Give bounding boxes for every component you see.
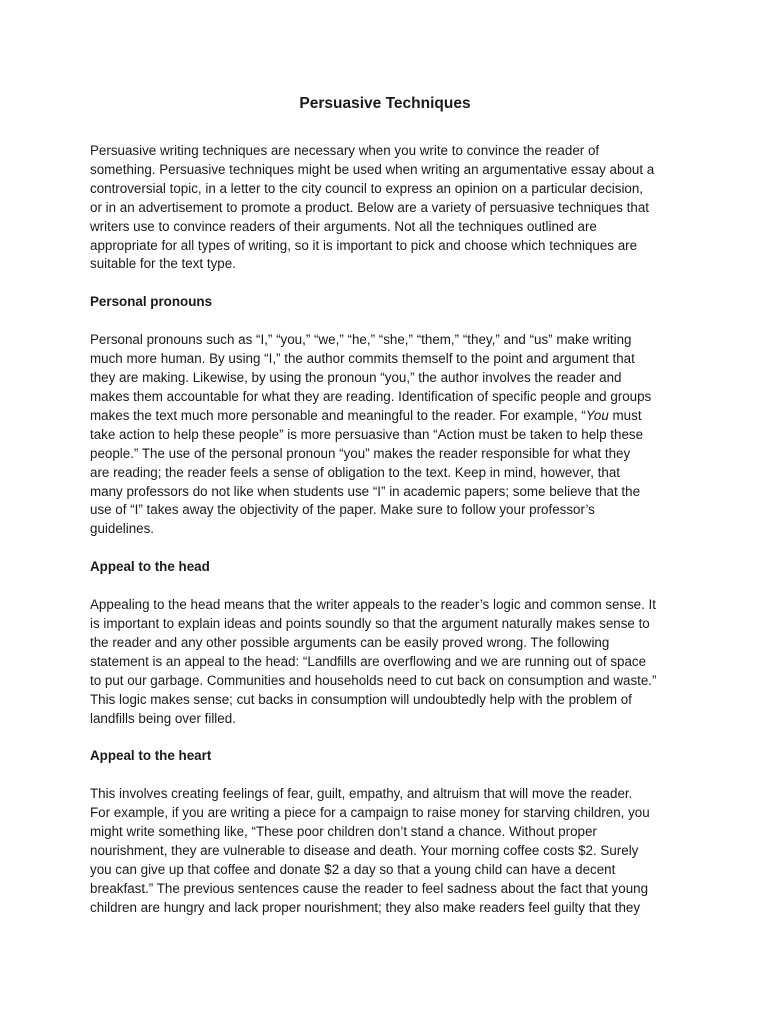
section-heading-personal-pronouns: Personal pronouns [90, 294, 213, 310]
text-line: much more human. By using “I,” the author commits themself to the point and argument that [90, 351, 635, 367]
text-line: use of “I” takes away the objectivity of the paper. Make sure to follow your professor’s [90, 502, 595, 518]
text-line: the reader and any other possible arguments can be easily proved wrong. The following [90, 634, 610, 650]
text-line: to put our garbage. Communities and households need to cut back on consumption and waste.” [90, 672, 657, 688]
intro-paragraph [90, 142, 680, 274]
document-page [90, 92, 680, 937]
text-line: many professors do not like when students use “I” in academic papers; some believe that the [90, 483, 641, 499]
text-line: Appealing to the head means that the writer appeals to the reader’s logic and common sense. It [90, 597, 656, 613]
text-line: Persuasive writing techniques are necessary when you write to convince the reader of [90, 143, 600, 158]
text-line: take action to help these people” is more persuasive than “Action must be taken to help these [90, 426, 644, 442]
text-line: or in an advertisement to promote a product. Below are a variety of persuasive techniques that [90, 199, 649, 215]
text-line: people.” The use of the personal pronoun “you” makes the reader responsible for what they [90, 445, 631, 461]
text-line: nourishment, they are vulnerable to disease and death. Your morning coffee costs $2. Surely [90, 843, 639, 859]
text-line: This logic makes sense; cut backs in consumption will undoubtedly help with the problem of [90, 691, 632, 707]
text-line: something. Persuasive techniques might be used when writing an argumentative essay about a [90, 161, 655, 177]
text-line: is important to explain ideas and points soundly so that the argument naturally makes sense to [90, 616, 650, 632]
text-line: For example, if you are writing a piece for a campaign to raise money for starving children, you [90, 805, 650, 821]
text-line: children are hungry and lack proper nourishment; they also make readers feel guilty that they [90, 899, 641, 915]
text-line: landfills being over filled. [90, 710, 236, 726]
text-line: appropriate for all types of writing, so it is important to pick and choose which techniques are [90, 237, 638, 253]
text-line: you can give up that coffee and donate $2 a day so that a young child can have a decent [90, 862, 616, 877]
text-segment: makes the text much more personable and meaningful to the reader. For example, “ [90, 407, 586, 423]
text-line: statement is an appeal to the head: “Landfills are overflowing and we are running out of space [90, 653, 647, 669]
personal-pronouns-paragraph [90, 331, 680, 539]
text-line: controversial topic, in a letter to the city council to express an opinion on a particular decision, [90, 180, 644, 196]
text-line: breakfast.” The previous sentences cause the reader to feel sadness about the fact that young [90, 880, 649, 896]
text-line: suitable for the text type. [90, 256, 236, 272]
text-line: are reading; the reader feels a sense of obligation to the text. Keep in mind, however, that [90, 464, 621, 480]
appeal-to-heart-paragraph [90, 785, 680, 917]
document-title: Persuasive Techniques [299, 95, 471, 112]
section-heading-appeal-to-head: Appeal to the head [90, 559, 210, 575]
text-line: Personal pronouns such as “I,” “you,” “we,” “he,” “she,” “them,” “they,” and “us” make writing [90, 332, 632, 348]
text-line: makes them accountable for what they are reading. Identification of specific people and groups [90, 388, 652, 404]
text-line [90, 407, 680, 426]
text-line: they are making. Likewise, by using the pronoun “you,” the author involves the reader and [90, 370, 622, 386]
text-line: writers use to convince readers of their arguments. Not all the techniques outlined are [90, 218, 597, 234]
text-line: might write something like, “These poor children don’t stand a chance. Without proper [90, 824, 597, 840]
text-line: This involves creating feelings of fear, guilt, empathy, and altruism that will move the reader. [90, 786, 633, 802]
text-segment: must [608, 407, 642, 423]
italic-word: You [585, 407, 609, 423]
text-line: guidelines. [90, 521, 155, 537]
section-heading-appeal-to-heart: Appeal to the heart [90, 748, 212, 764]
appeal-to-head-paragraph [90, 596, 680, 728]
